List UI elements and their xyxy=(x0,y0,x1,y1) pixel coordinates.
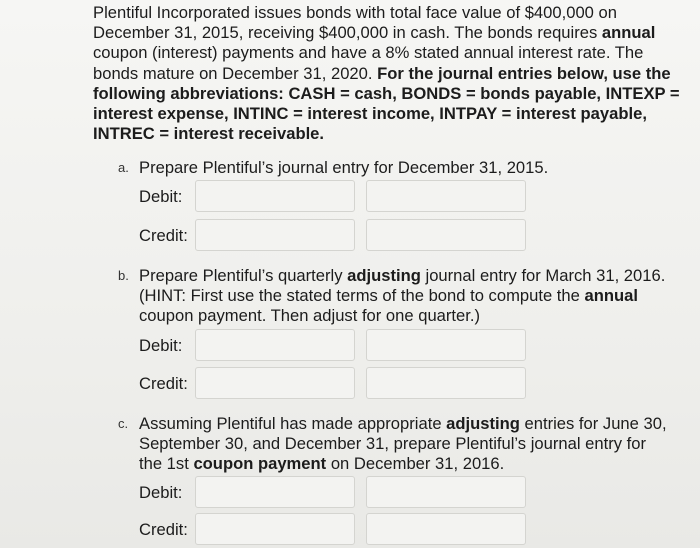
part-c-text-3: on December 31, 2016. xyxy=(326,454,505,474)
part-b-letter: b. xyxy=(118,268,129,283)
part-c-bold-adjusting: adjusting xyxy=(446,414,520,433)
part-c-debit-amount-input[interactable] xyxy=(366,476,526,508)
part-c-credit-amount-input[interactable] xyxy=(366,513,526,545)
part-a-credit-amount-input[interactable] xyxy=(366,219,526,251)
intro-text-1: Plentiful Incorporated issues bonds with total face value of $400,000 on December 31, 2015, receiving $400,000 in cash. The bonds requires xyxy=(93,3,617,43)
part-a-debit-label: Debit: xyxy=(139,187,183,206)
part-b-credit-row xyxy=(139,367,559,401)
part-b-bold-adjusting: adjusting xyxy=(347,266,421,285)
part-b-text-1: Prepare Plentiful’s quarterly xyxy=(139,266,348,285)
part-a-debit-amount-input[interactable] xyxy=(366,180,526,212)
part-c-credit-row xyxy=(139,513,559,547)
part-b-credit-amount-input[interactable] xyxy=(366,367,526,399)
intro-bold-annual: annual xyxy=(601,23,656,43)
problem-statement xyxy=(93,3,683,144)
part-c-debit-label: Debit: xyxy=(139,483,183,502)
part-b-debit-amount-input[interactable] xyxy=(366,329,526,361)
part-a-credit-row xyxy=(139,219,559,253)
part-a-text: Prepare Plentiful’s journal entry for December 31, 2015. xyxy=(139,158,549,177)
part-b-debit-account-input[interactable] xyxy=(195,329,355,361)
part-c-letter: c. xyxy=(118,416,129,431)
part-a-credit-label: Credit: xyxy=(139,226,188,245)
part-b-text-2: journal entry for March 31, 2016. (HINT: First use the stated terms of the bond to compute the xyxy=(139,266,666,306)
part-c-text-2: entries for June 30, September 30, and December 31, prepare Plentiful’s journal entry for the 1st xyxy=(139,414,667,474)
part-b-question xyxy=(139,266,669,327)
intro-text-2: coupon (interest) payments and have a 8% stated annual interest rate. The bonds mature on December 31, 2020. xyxy=(93,43,644,83)
part-c-question xyxy=(139,414,669,475)
part-c-credit-account-input[interactable] xyxy=(195,513,355,545)
part-a-debit-row xyxy=(139,180,559,214)
part-b-credit-account-input[interactable] xyxy=(195,367,355,399)
part-c-credit-label: Credit: xyxy=(139,520,188,539)
intro-abbreviations: For the journal entries below, use the following abbreviations: CASH = cash, BONDS = bonds payable, INTEXP = interest expense, INTINC = interest income, INTPAY = interest payable, INTREC = interest receivable. xyxy=(93,63,680,144)
part-c-debit-account-input[interactable] xyxy=(195,476,355,508)
part-a-debit-account-input[interactable] xyxy=(195,180,355,212)
part-a-credit-account-input[interactable] xyxy=(195,219,355,251)
part-c-bold-coupon-payment: coupon payment xyxy=(193,454,327,474)
part-b-debit-label: Debit: xyxy=(139,336,183,355)
part-c-debit-row xyxy=(139,476,559,510)
part-b-bold-annual: annual xyxy=(584,286,638,306)
part-a-question xyxy=(139,158,669,178)
part-b-debit-row xyxy=(139,329,559,363)
part-a-letter: a. xyxy=(118,160,129,175)
part-c-text-1: Assuming Plentiful has made appropriate xyxy=(139,414,447,433)
part-b-credit-label: Credit: xyxy=(139,374,188,393)
part-b-text-3: coupon payment. Then adjust for one quarter.) xyxy=(139,306,481,326)
